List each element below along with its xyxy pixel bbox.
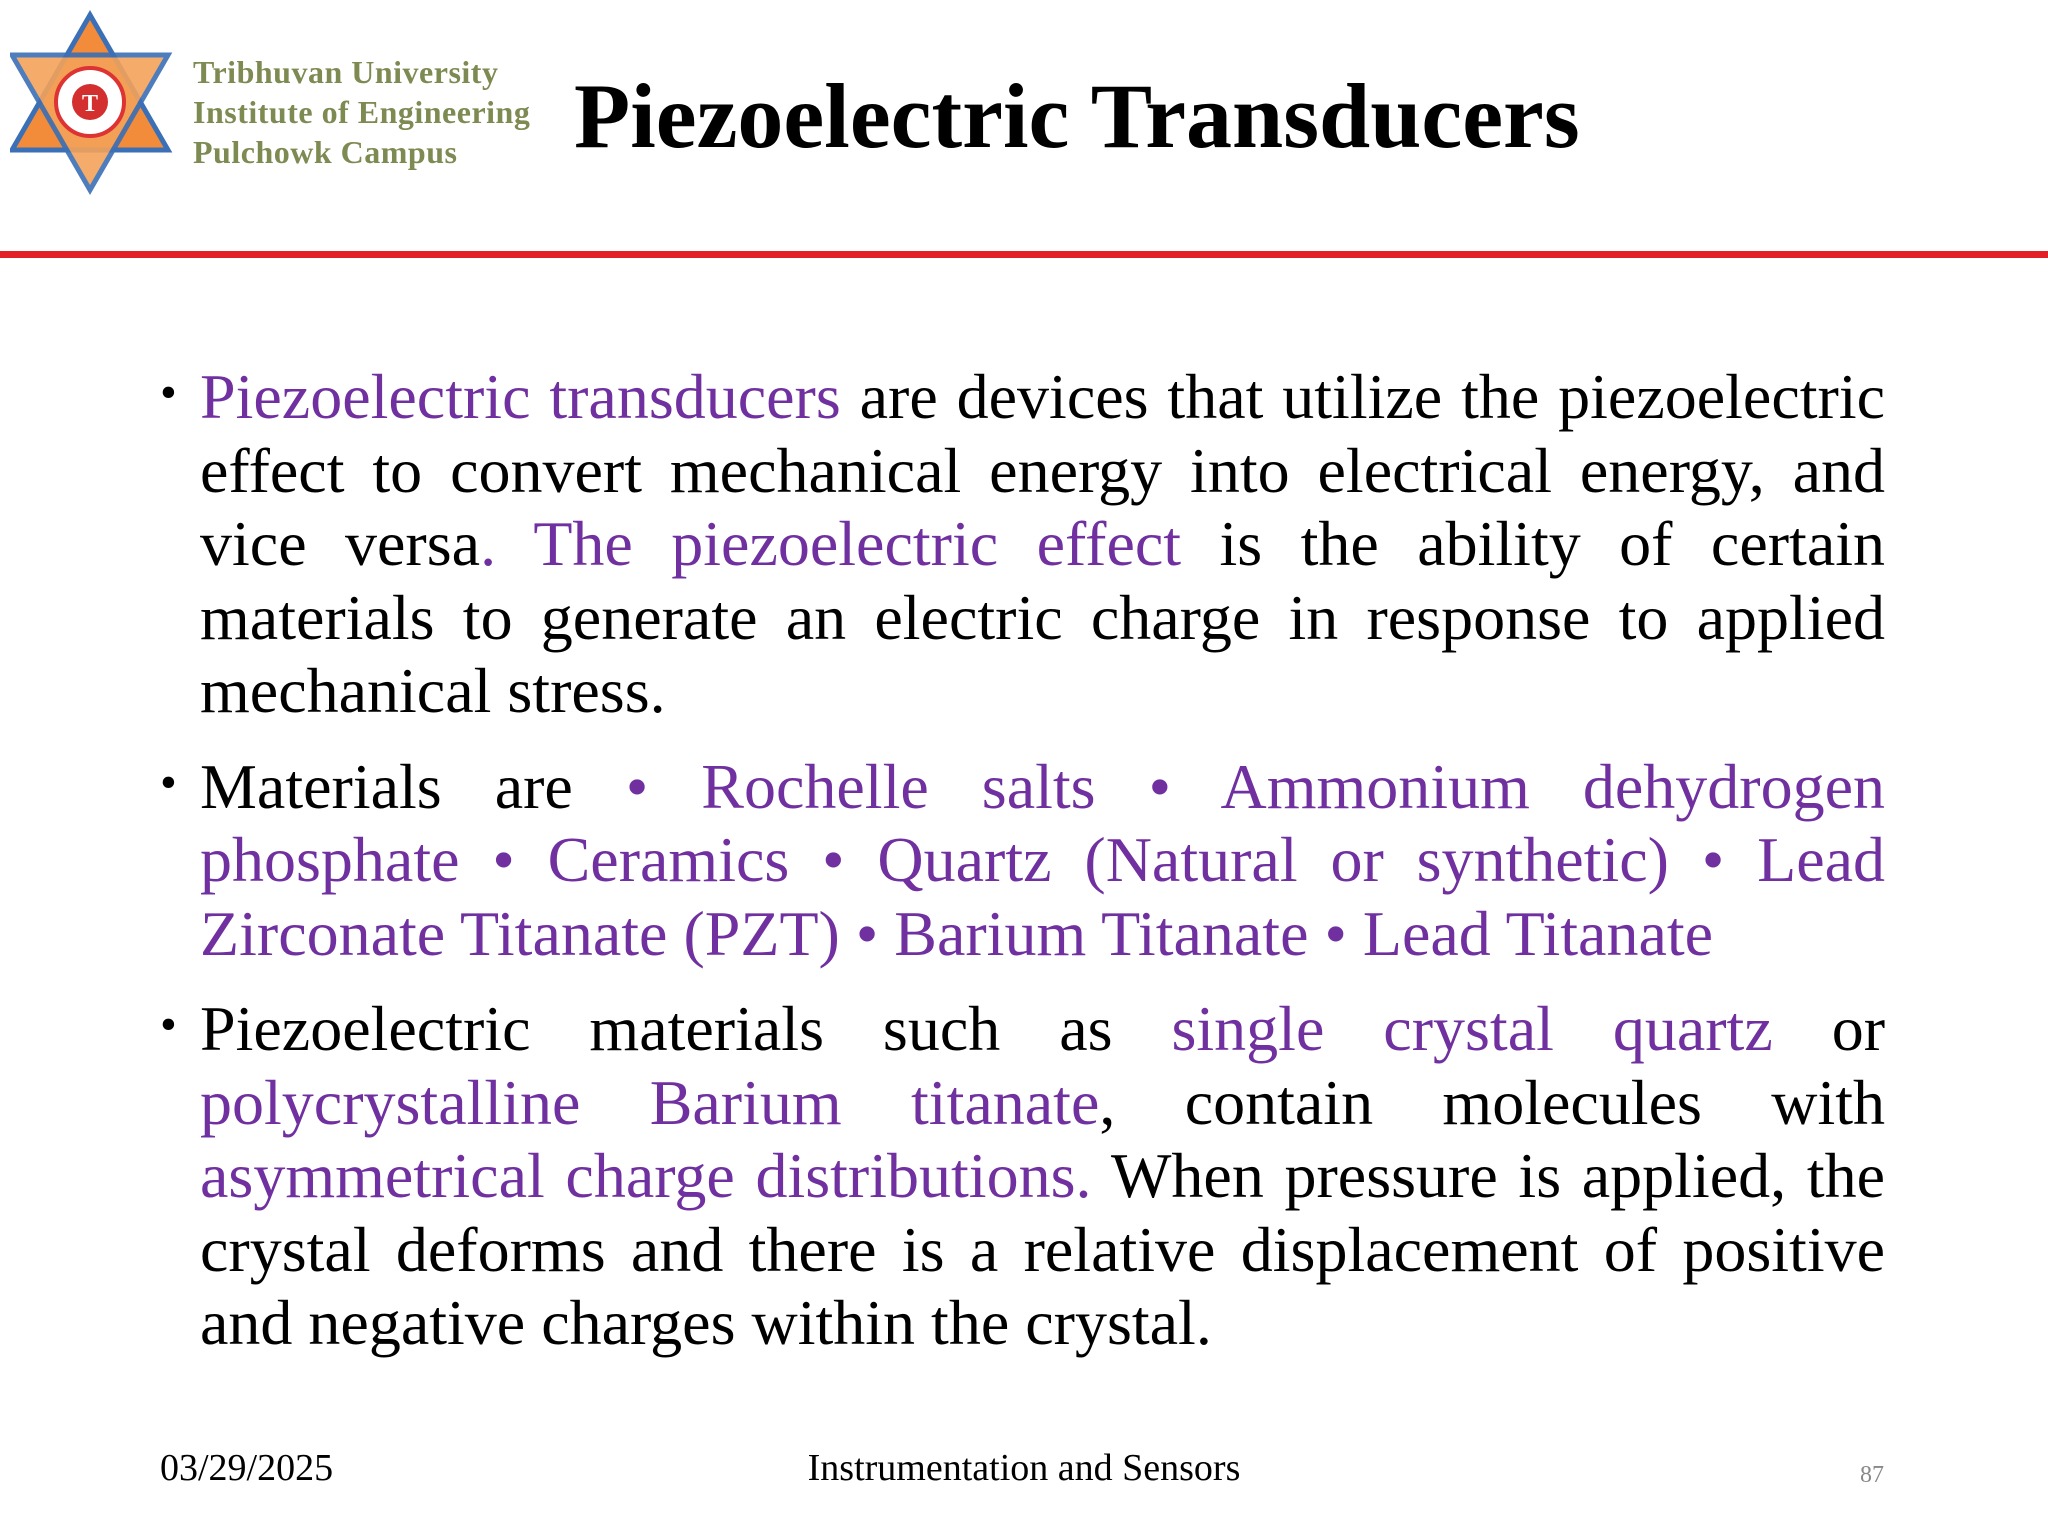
logo-line-university: Tribhuvan University xyxy=(193,54,499,90)
body-text: When pressure is applied, the crystal deforms and there is a relative displacement of positive and negative charges within the crystal. xyxy=(200,1140,1886,1358)
slide-body xyxy=(160,360,1885,1382)
bullet-point xyxy=(160,992,1885,1360)
highlighted-text: polycrystalline Barium titanate xyxy=(200,1066,1100,1138)
highlighted-text: single crystal quartz xyxy=(1171,993,1773,1064)
body-text: are devices that utilize the piezoelectric effect to convert mechanical energy into electrical energy, and vice versa xyxy=(200,361,1886,579)
campus-emblem-icon xyxy=(10,10,180,195)
highlighted-text: . The piezoelectric effect xyxy=(480,508,1182,579)
body-text: , contain molecules with xyxy=(1099,1066,1885,1138)
body-text: Piezoelectric materials such as xyxy=(200,993,1172,1064)
slide-title: Piezoelectric Transducers xyxy=(574,65,1580,167)
logo-text xyxy=(193,52,530,172)
logo-line-campus: Pulchowk Campus xyxy=(193,134,458,170)
footer-date: 03/29/2025 xyxy=(160,1447,334,1489)
body-text: or xyxy=(1772,993,1886,1064)
bullet-point xyxy=(160,750,1885,971)
highlighted-text: asymmetrical charge distributions. xyxy=(200,1140,1092,1211)
title-divider xyxy=(0,251,2048,258)
svg-text:T: T xyxy=(81,91,99,117)
footer-course-title: Instrumentation and Sensors xyxy=(807,1447,1241,1489)
highlighted-text: Piezoelectric transducers xyxy=(200,361,841,432)
institution-logo xyxy=(10,10,610,195)
body-text: is the ability of certain materials to generate an electric charge in response to applied mechanical stress. xyxy=(200,508,1886,726)
highlighted-text: • Rochelle salts • Ammonium dehydrogen phosphate • Ceramics • Quartz (Natural or synthetic) • Lead Zirconate Titanate (PZT) • Barium Titanate • Lead Titanate xyxy=(200,750,1886,969)
logo-line-institute: Institute of Engineering xyxy=(193,94,531,130)
body-text: Materials are xyxy=(200,750,626,822)
bullet-point xyxy=(160,360,1885,728)
page-number: 87 xyxy=(1860,1462,1884,1488)
